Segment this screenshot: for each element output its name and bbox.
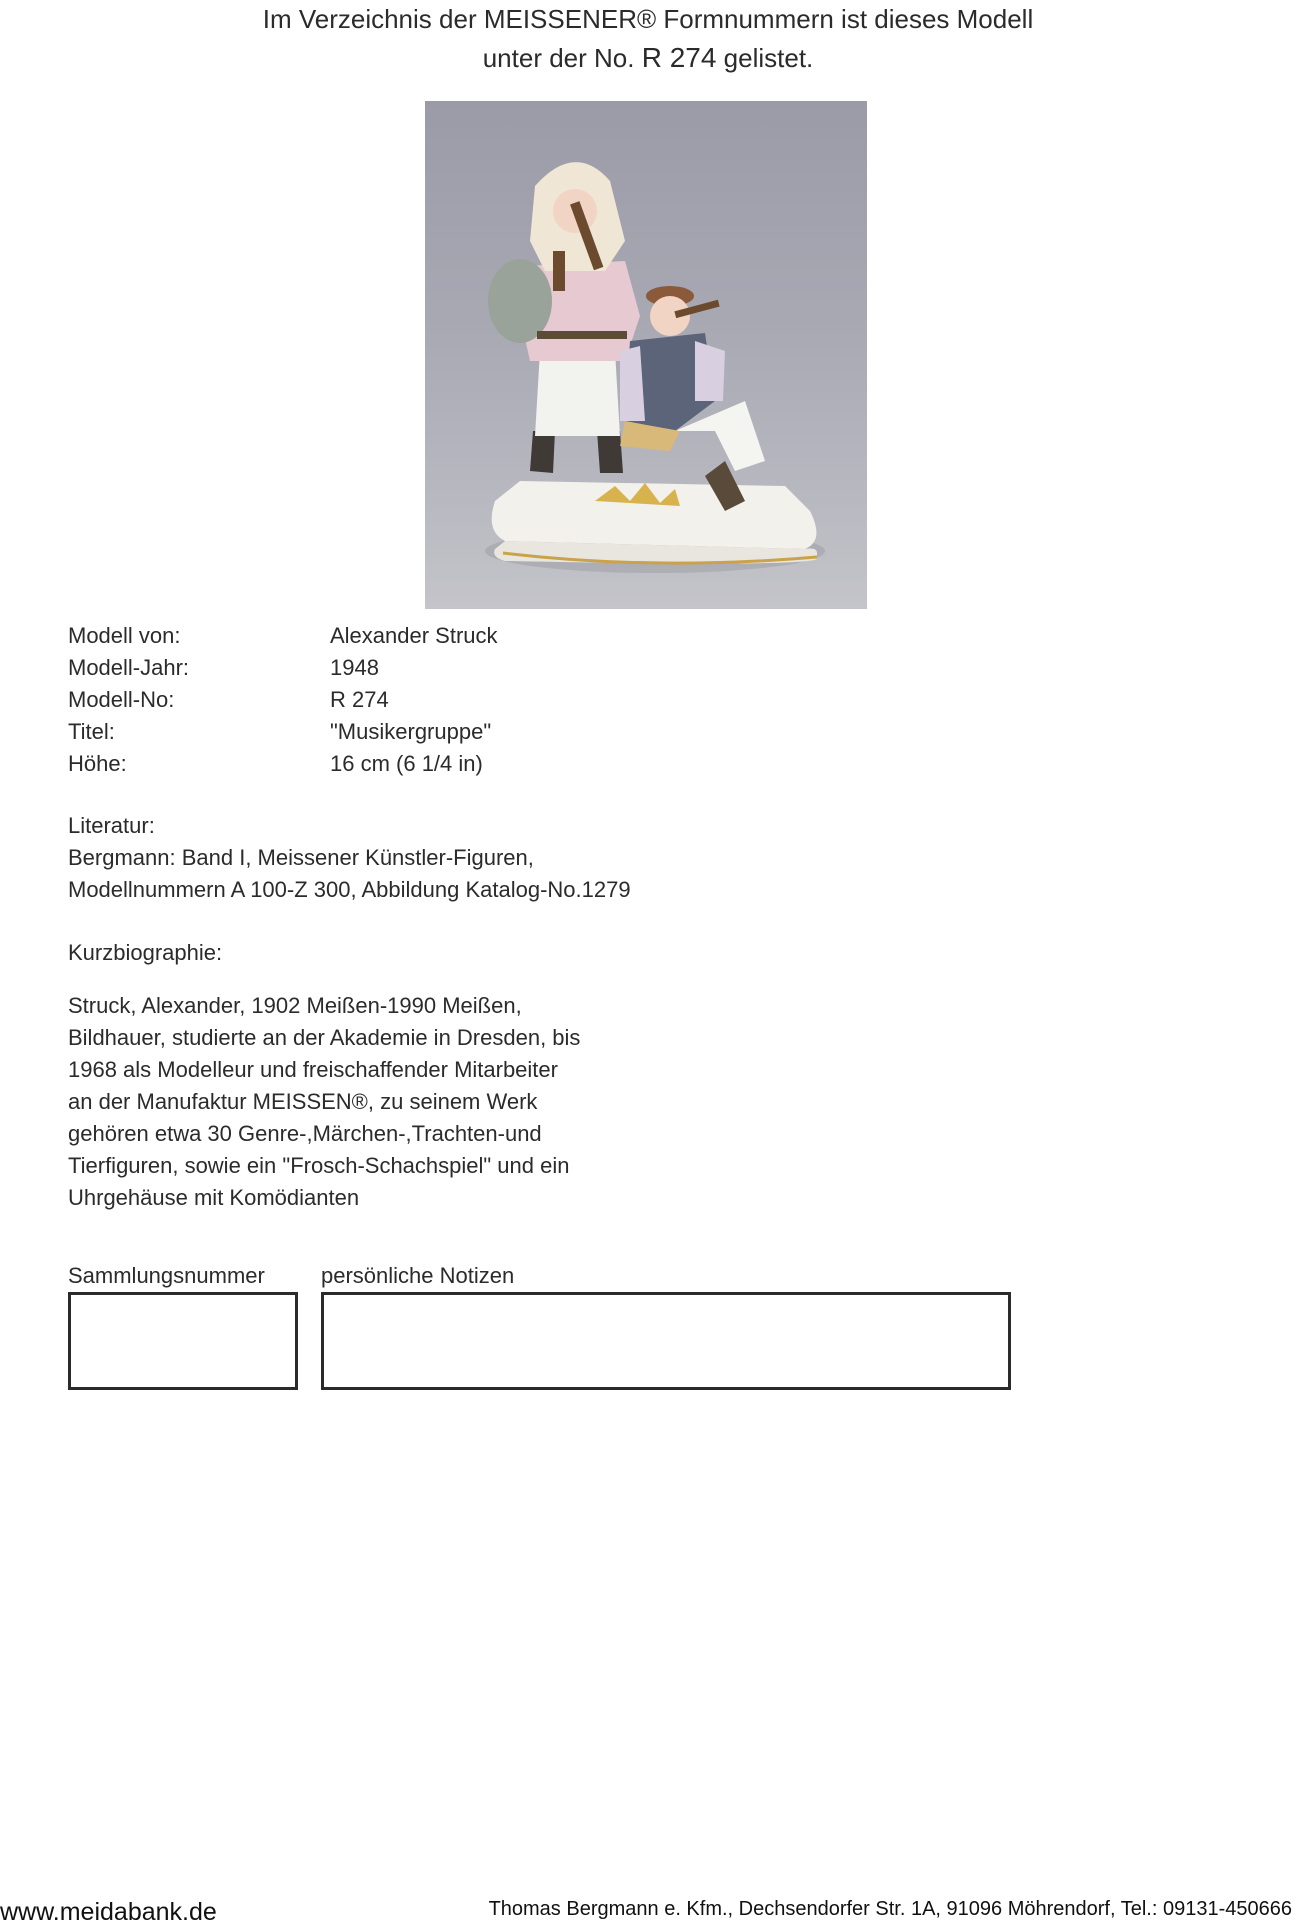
- biography-text: [68, 990, 580, 1214]
- detail-label: Titel:: [68, 719, 115, 744]
- collection-number-box[interactable]: [68, 1292, 298, 1390]
- detail-value: Alexander Struck: [330, 623, 498, 648]
- porcelain-figure-image: [425, 101, 867, 609]
- biography-line: Bildhauer, studierte an der Akademie in Dresden, bis: [68, 1025, 581, 1050]
- literature-line: Modellnummern A 100-Z 300, Abbildung Katalog-No.1279: [68, 877, 631, 902]
- biography-line: 1968 als Modelleur und freischaffender Mitarbeiter: [68, 1057, 558, 1082]
- biography-line: an der Manufaktur MEISSEN®, zu seinem Werk: [68, 1089, 538, 1114]
- header-line-2-suffix: gelistet.: [723, 43, 814, 73]
- detail-label: Modell-Jahr:: [68, 655, 190, 680]
- website-link[interactable]: www.meidabank.de: [0, 1898, 217, 1926]
- detail-value: 16 cm (6 1/4 in): [330, 751, 483, 776]
- personal-notes-box[interactable]: [321, 1292, 1011, 1390]
- model-number: R 274: [641, 42, 717, 73]
- biography-line: Tierfiguren, sowie ein "Frosch-Schachspiel" und ein: [68, 1153, 570, 1178]
- detail-value: "Musikergruppe": [330, 719, 492, 744]
- literature-heading: Literatur:: [68, 813, 155, 838]
- biography-line: Struck, Alexander, 1902 Meißen-1990 Meißen,: [68, 993, 522, 1018]
- detail-value: 1948: [330, 655, 379, 680]
- footer-address: Thomas Bergmann e. Kfm., Dechsendorfer Str. 1A, 91096 Möhrendorf, Tel.: 09131-450666: [488, 1898, 1292, 1920]
- detail-label: Höhe:: [68, 751, 127, 776]
- literature-text: [68, 842, 631, 906]
- biography-line: gehören etwa 30 Genre-,Märchen-,Trachten-und: [68, 1121, 542, 1146]
- literature-line: Bergmann: Band I, Meissener Künstler-Figuren,: [68, 845, 534, 870]
- header-line-2-prefix: unter der No.: [482, 43, 635, 73]
- detail-label: Modell-No:: [68, 687, 175, 712]
- header-line-2: [0, 42, 1296, 74]
- biography-line: Uhrgehäuse mit Komödianten: [68, 1185, 360, 1210]
- collection-number-label: Sammlungsnummer: [68, 1263, 265, 1288]
- detail-value: R 274: [330, 687, 389, 712]
- biography-heading: Kurzbiographie:: [68, 940, 223, 965]
- detail-label: Modell von:: [68, 623, 181, 648]
- header-line-1: Im Verzeichnis der MEISSENER® Formnummern ist dieses Modell: [262, 4, 1034, 34]
- personal-notes-label: persönliche Notizen: [321, 1263, 515, 1288]
